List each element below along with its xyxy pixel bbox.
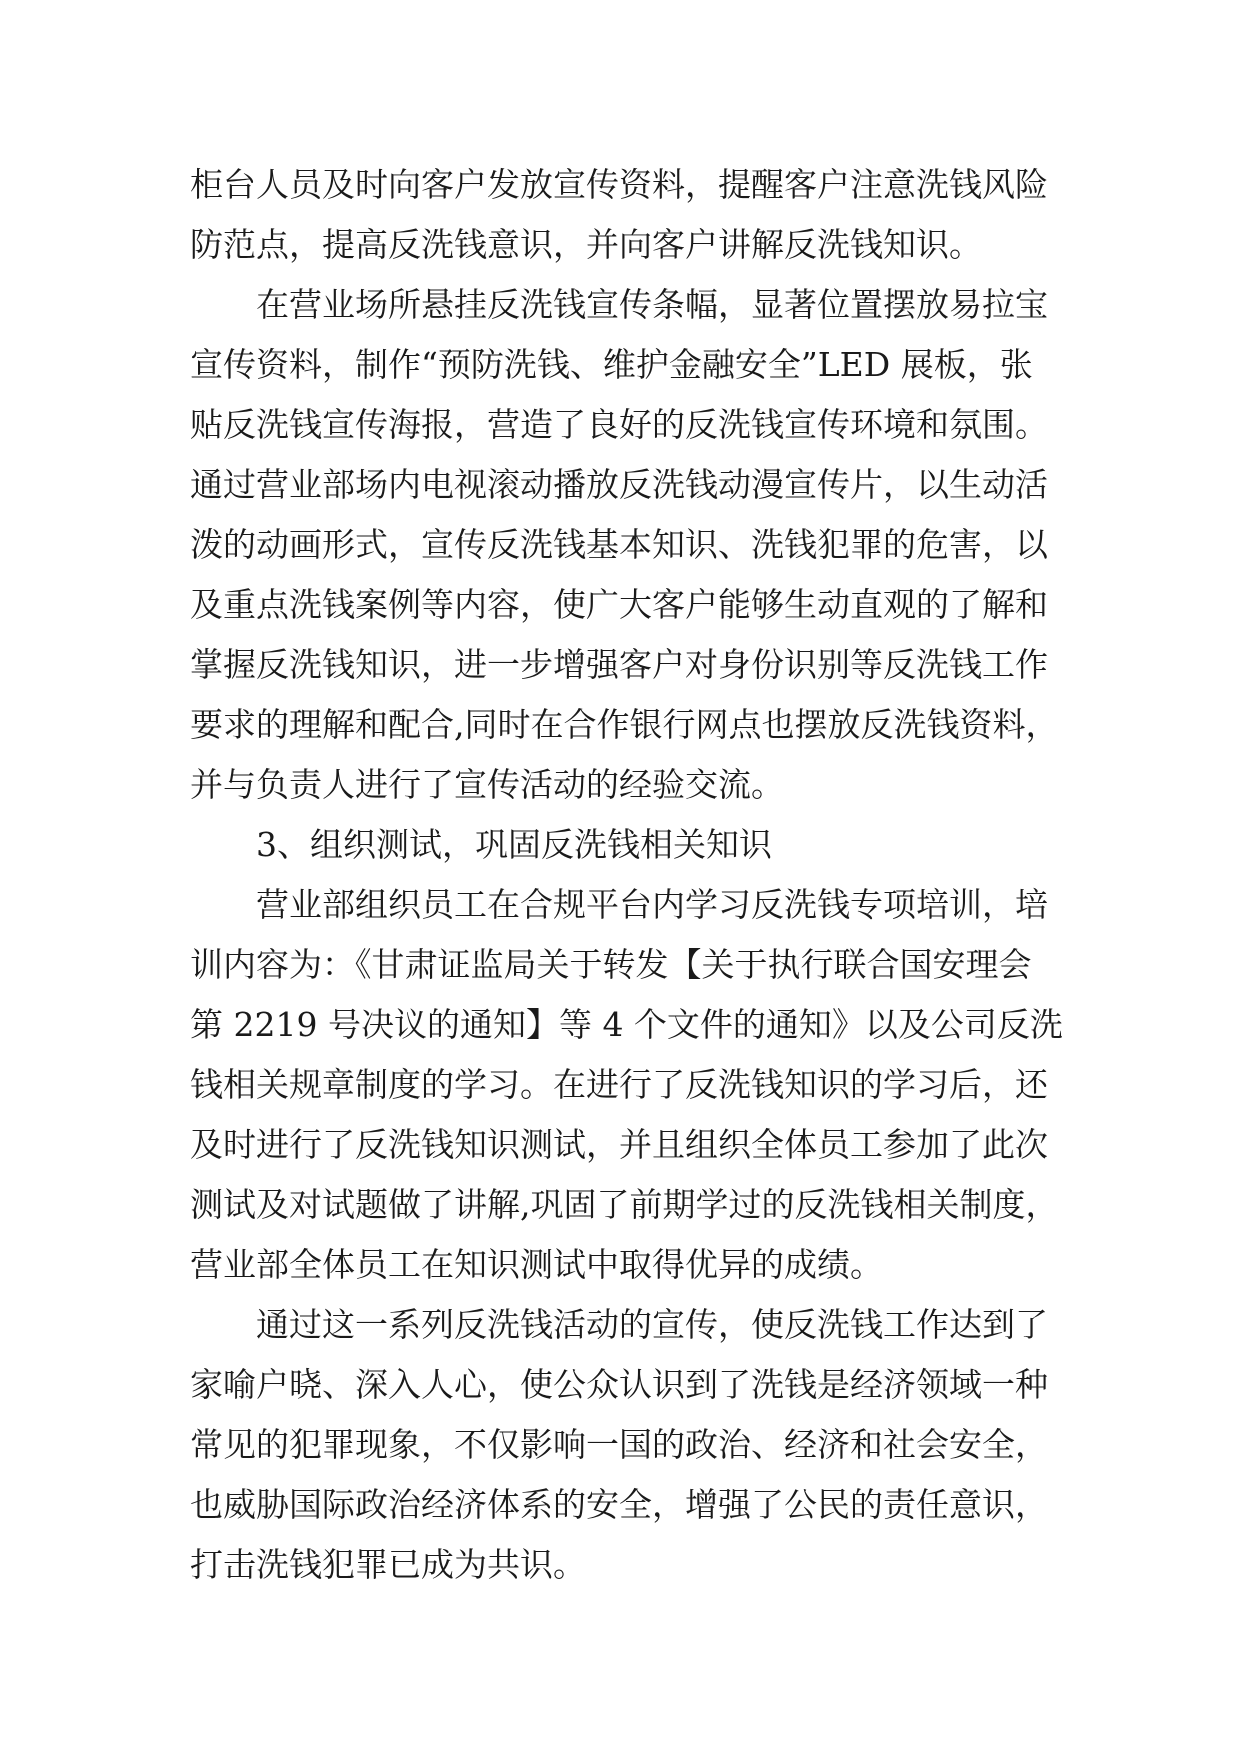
text-line: 贴反洗钱宣传海报，营造了良好的反洗钱宣传环境和氛围。	[190, 405, 1048, 444]
text-line: 柜台人员及时向客户发放宣传资料，提醒客户注意洗钱风险	[190, 165, 1048, 204]
text-line: 防范点，提高反洗钱意识，并向客户讲解反洗钱知识。	[190, 225, 982, 264]
text-line: 通过这一系列反洗钱活动的宣传，使反洗钱工作达到了	[256, 1305, 1048, 1344]
text-line: 家喻户晓、深入人心，使公众认识到了洗钱是经济领域一种	[190, 1365, 1048, 1404]
text-line: 通过营业部场内电视滚动播放反洗钱动漫宣传片，以生动活	[190, 465, 1048, 504]
text-line: 常见的犯罪现象，不仅影响一国的政治、经济和社会安全，	[190, 1425, 1048, 1464]
text-line: 营业部组织员工在合规平台内学习反洗钱专项培训，培	[256, 885, 1048, 924]
text-line: 及重点洗钱案例等内容，使广大客户能够生动直观的了解和	[190, 585, 1048, 624]
text-line: 泼的动画形式，宣传反洗钱基本知识、洗钱犯罪的危害，以	[190, 525, 1048, 564]
text-line: 打击洗钱犯罪已成为共识。	[190, 1545, 586, 1584]
text-line: 掌握反洗钱知识，进一步增强客户对身份识别等反洗钱工作	[190, 645, 1048, 684]
text-line: 训内容为：《甘肃证监局关于转发【关于执行联合国安理会	[190, 945, 1032, 984]
section-heading: 3、组织测试，巩固反洗钱相关知识	[256, 825, 772, 864]
text-line: 第 2219 号决议的通知】等 4 个文件的通知》以及公司反洗	[190, 1005, 1063, 1044]
text-line: 营业部全体员工在知识测试中取得优异的成绩。	[190, 1245, 883, 1284]
text-line: 测试及对试题做了讲解,巩固了前期学过的反洗钱相关制度，	[190, 1185, 1059, 1224]
text-line: 及时进行了反洗钱知识测试，并且组织全体员工参加了此次	[190, 1125, 1048, 1164]
text-line: 宣传资料，制作“预防洗钱、维护金融安全”LED 展板，张	[190, 345, 1033, 384]
text-line: 要求的理解和配合,同时在合作银行网点也摆放反洗钱资料，	[190, 705, 1059, 744]
text-line: 也威胁国际政治经济体系的安全，增强了公民的责任意识，	[190, 1485, 1048, 1524]
text-line: 在营业场所悬挂反洗钱宣传条幅，显著位置摆放易拉宝	[256, 285, 1048, 324]
text-line: 钱相关规章制度的学习。在进行了反洗钱知识的学习后，还	[190, 1065, 1048, 1104]
text-line: 并与负责人进行了宣传活动的经验交流。	[190, 765, 784, 804]
